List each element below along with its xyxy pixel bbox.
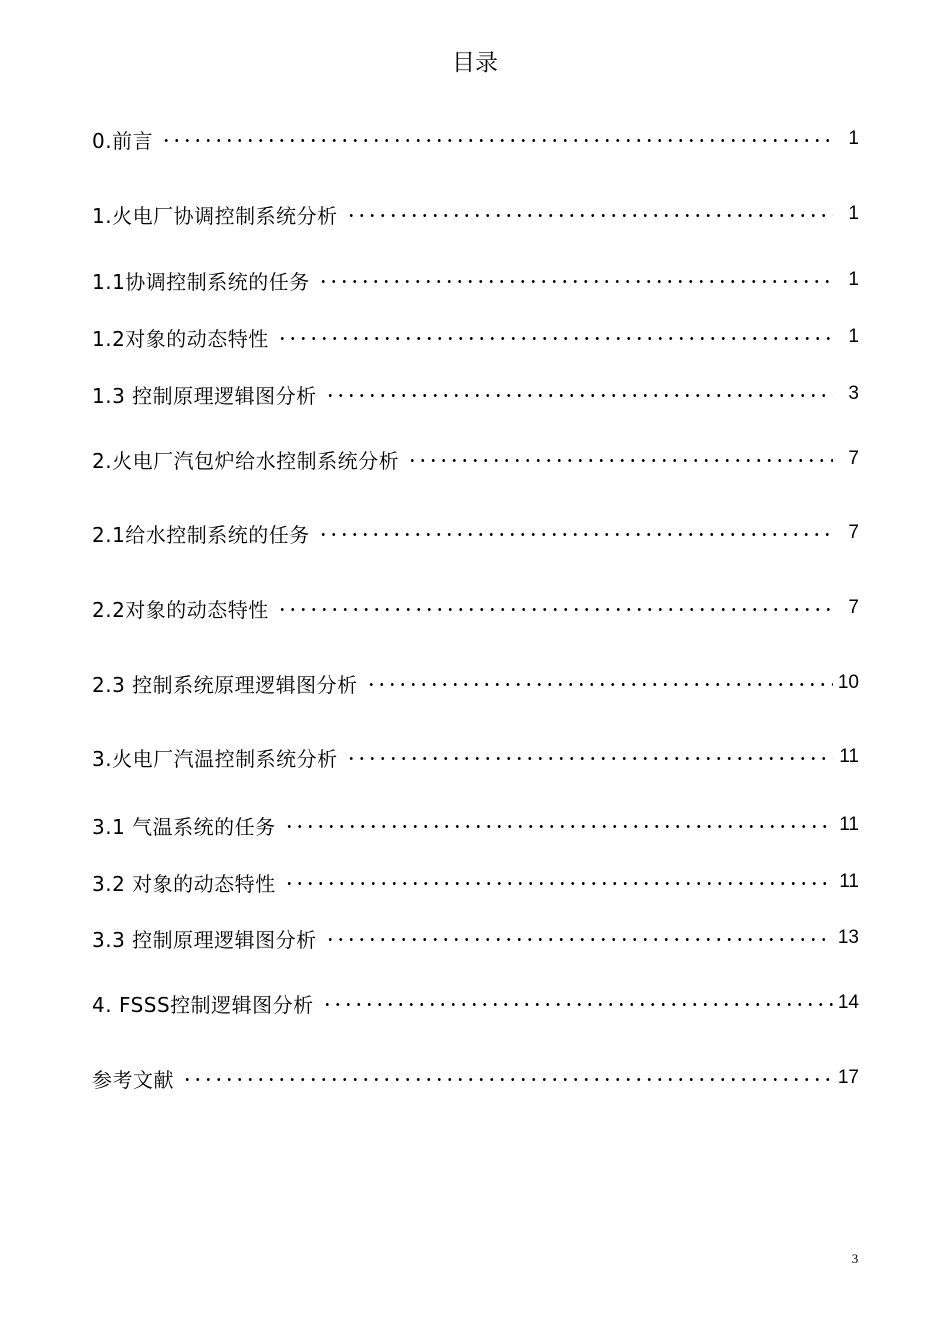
toc-entry-1-2[interactable] <box>92 321 859 353</box>
toc-entry-page: 1 <box>848 128 859 149</box>
toc-entry-label: 3.1 气温系统的任务 <box>92 814 276 839</box>
toc-entry-label: 1.火电厂协调控制系统分析 <box>92 203 338 228</box>
toc-entry-page: 11 <box>839 746 859 767</box>
toc-entry-label: 3.火电厂汽温控制系统分析 <box>92 746 338 771</box>
toc-entry-label: 3.2 对象的动态特性 <box>92 871 276 896</box>
toc-dot-leader <box>284 882 833 885</box>
toc-dot-leader <box>407 459 833 462</box>
toc-entry-page: 17 <box>837 1067 859 1088</box>
toc-entry-2-2[interactable] <box>92 592 859 624</box>
toc-entry-3-3[interactable] <box>92 922 859 954</box>
toc-entry-label: 2.1给水控制系统的任务 <box>92 522 310 547</box>
toc-entry-page: 10 <box>837 672 859 693</box>
toc-entry-preface[interactable] <box>92 123 859 155</box>
toc-entry-page: 1 <box>848 269 859 290</box>
toc-entry-label: 4. FSSS控制逻辑图分析 <box>92 992 314 1017</box>
toc-dot-leader <box>346 757 833 760</box>
toc-entry-label: 1.1协调控制系统的任务 <box>92 269 310 294</box>
toc-entry-2[interactable] <box>92 443 859 475</box>
toc-entry-label: 参考文献 <box>92 1067 174 1092</box>
toc-dot-leader <box>161 139 833 142</box>
toc-entry-label: 2.3 控制系统原理逻辑图分析 <box>92 672 358 697</box>
toc-entry-4[interactable] <box>92 987 859 1019</box>
toc-entry-page: 11 <box>839 814 859 835</box>
toc-entry-page: 13 <box>837 927 859 948</box>
toc-dot-leader <box>277 337 833 340</box>
toc-dot-leader <box>322 1003 833 1006</box>
page-number: 3 <box>851 1251 859 1266</box>
toc-entry-label: 3.3 控制原理逻辑图分析 <box>92 927 317 952</box>
toc-entry-2-1[interactable] <box>92 517 859 549</box>
toc-entry-page: 1 <box>848 326 859 347</box>
toc-entry-label: 2.2对象的动态特性 <box>92 597 269 622</box>
toc-entry-page: 7 <box>848 597 859 618</box>
toc-entry-label: 1.3 控制原理逻辑图分析 <box>92 383 317 408</box>
toc-dot-leader <box>325 938 833 941</box>
toc-entry-1-1[interactable] <box>92 264 859 296</box>
toc-dot-leader <box>346 214 833 217</box>
toc-dot-leader <box>318 280 833 283</box>
toc-entry-page: 3 <box>848 383 859 404</box>
toc-entry-3-1[interactable] <box>92 809 859 841</box>
toc-entry-page: 7 <box>848 522 859 543</box>
toc-entry-label: 2.火电厂汽包炉给水控制系统分析 <box>92 448 400 473</box>
toc-entry-3-2[interactable] <box>92 866 859 898</box>
toc-dot-leader <box>325 394 833 397</box>
toc-dot-leader <box>366 683 833 686</box>
toc-dot-leader <box>277 608 833 611</box>
toc-dot-leader <box>284 825 833 828</box>
toc-entry-page: 7 <box>848 448 859 469</box>
page-title: 目录 <box>452 50 498 76</box>
toc-entry-page: 14 <box>837 992 859 1013</box>
toc-entry-page: 1 <box>848 203 859 224</box>
toc-entry-label: 0.前言 <box>92 128 154 153</box>
toc-entry-2-3[interactable] <box>92 667 859 699</box>
toc-entry-1-3[interactable] <box>92 378 859 410</box>
toc-dot-leader <box>182 1078 833 1081</box>
toc-entry-label: 1.2对象的动态特性 <box>92 326 269 351</box>
toc-entry-page: 11 <box>839 871 859 892</box>
toc-dot-leader <box>318 533 833 536</box>
toc-entry-1[interactable] <box>92 198 859 230</box>
toc-entry-references[interactable] <box>92 1062 859 1094</box>
toc-entry-3[interactable] <box>92 741 859 773</box>
